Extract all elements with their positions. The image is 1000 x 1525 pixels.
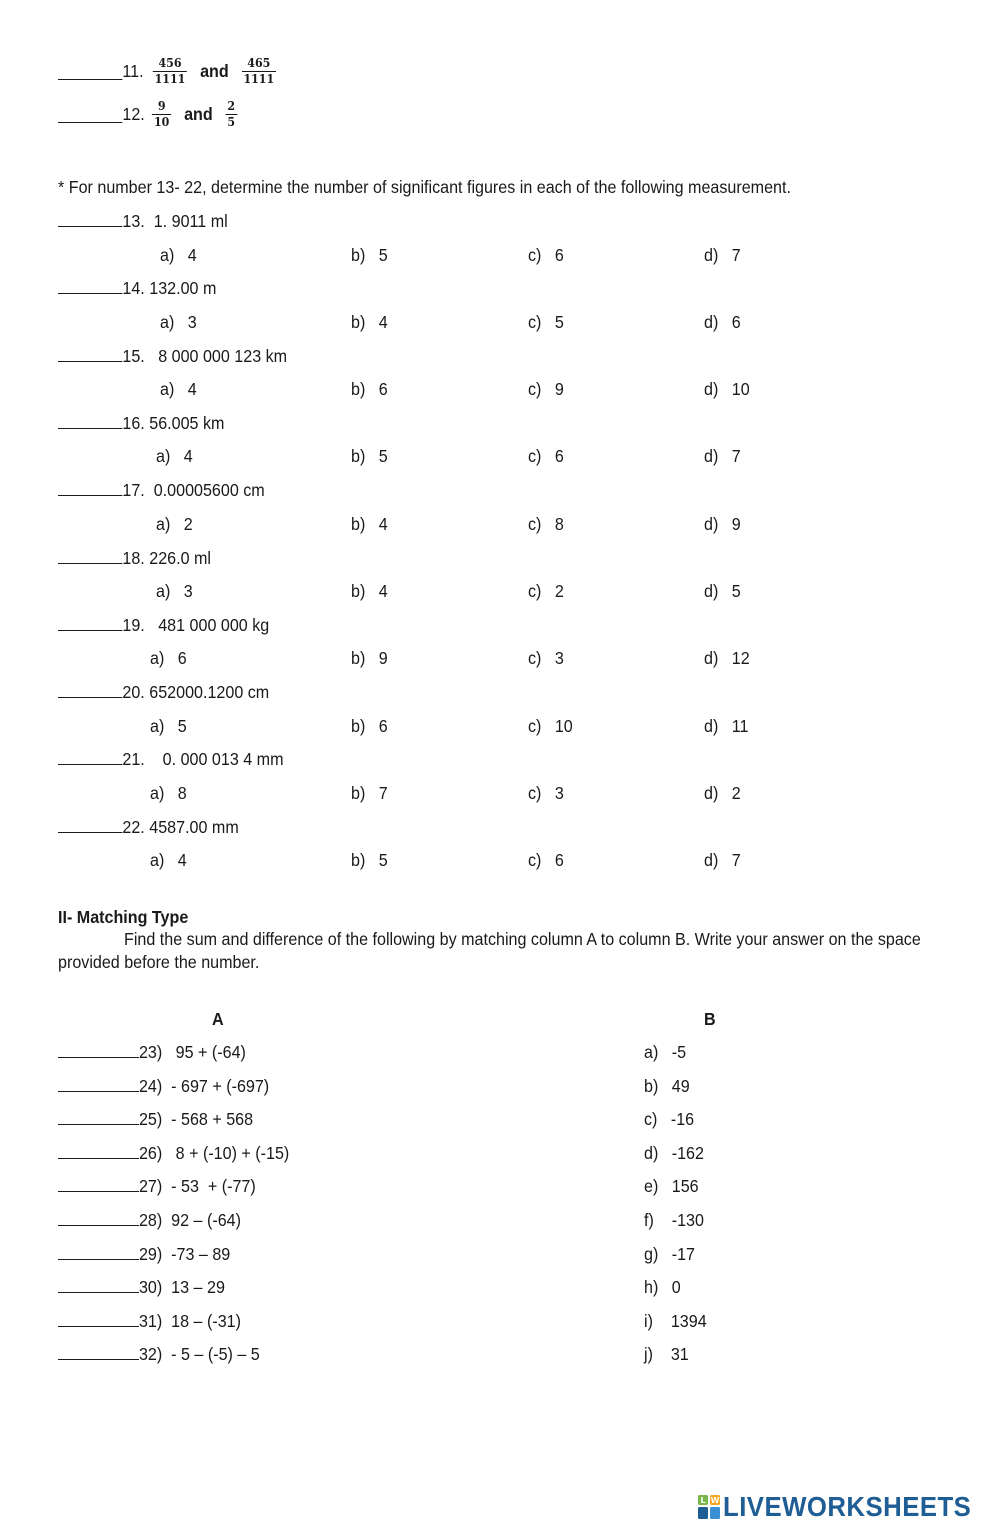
question-label: 19. 481 000 000 kg [122, 614, 270, 635]
answer-blank-32[interactable] [58, 1343, 139, 1360]
answer-blank-20[interactable] [58, 681, 122, 698]
choice-a-q13[interactable]: a) 4 [160, 244, 197, 265]
sig-fig-question-18 [58, 547, 211, 569]
choice-b-q20[interactable]: b) 6 [351, 715, 388, 736]
matching-expression: 25) - 568 + 568 [138, 1109, 254, 1130]
matching-answer-h: h) 0 [644, 1277, 681, 1298]
answer-blank-27[interactable] [58, 1175, 139, 1192]
choice-b-q18[interactable]: b) 4 [351, 581, 388, 601]
choice-b-q15[interactable]: b) 6 [351, 379, 388, 400]
question-label: 13. 1. 9011 ml [122, 211, 228, 231]
answer-blank-25[interactable] [58, 1108, 139, 1125]
svg-text:L: L [700, 1496, 706, 1505]
liveworksheets-logo-icon [697, 1494, 721, 1520]
matching-item-24 [58, 1075, 269, 1097]
matching-answer-a: a) -5 [644, 1042, 687, 1062]
choice-b-q16[interactable]: b) 5 [351, 446, 388, 467]
sig-fig-question-14 [58, 277, 216, 299]
choice-d-q14[interactable]: d) 6 [704, 311, 741, 332]
question-label: 21. 0. 000 013 4 mm [122, 749, 284, 770]
matching-answer-c: c) -16 [644, 1109, 695, 1130]
matching-item-27 [58, 1175, 256, 1197]
sig-fig-question-13 [58, 210, 228, 232]
answer-blank-18[interactable] [58, 547, 122, 564]
matching-item-31 [58, 1310, 241, 1332]
answer-blank-16[interactable] [58, 412, 122, 429]
choice-a-q19[interactable]: a) 6 [150, 648, 187, 669]
svg-text:W: W [710, 1496, 720, 1505]
choice-a-q15[interactable]: a) 4 [160, 379, 197, 400]
matching-answer-i: i) 1394 [644, 1310, 707, 1331]
answer-blank-23[interactable] [58, 1041, 139, 1058]
matching-expression: 24) - 697 + (-697) [138, 1075, 270, 1096]
answer-blank-17[interactable] [58, 479, 122, 496]
answer-blank-30[interactable] [58, 1276, 139, 1293]
matching-answer-e: e) 156 [644, 1176, 699, 1197]
matching-answer-g: g) -17 [644, 1243, 696, 1264]
choice-c-q17[interactable]: c) 8 [528, 513, 564, 534]
matching-item-26 [58, 1142, 289, 1164]
matching-answer-j: j) 31 [644, 1344, 689, 1365]
question-label: 16. 56.005 km [122, 412, 225, 433]
answer-blank-19[interactable] [58, 614, 122, 631]
fraction-456-1111: $\frac{456}{1111}$ [154, 55, 186, 86]
matching-expression: 28) 92 – (-64) [138, 1210, 241, 1230]
matching-instructions-line2: provided before the number. [58, 952, 260, 972]
sig-fig-question-21 [58, 748, 284, 770]
matching-expression: 23) 95 + (-64) [138, 1042, 246, 1062]
question-label: 18. 226.0 ml [122, 547, 212, 568]
answer-blank-29[interactable] [58, 1243, 139, 1260]
matching-instructions-line1: Find the sum and difference of the following by matching column A to column B. Write your answer on the space [124, 929, 921, 949]
choice-a-q17[interactable]: a) 2 [156, 513, 193, 534]
matching-item-30 [58, 1276, 225, 1298]
fraction-2-5: $\frac{2}{5}$ [227, 98, 236, 129]
choice-a-q22[interactable]: a) 4 [150, 850, 187, 871]
answer-blank-28[interactable] [58, 1209, 139, 1226]
choice-c-q22[interactable]: c) 6 [528, 850, 564, 871]
question-label: 20. 652000.1200 cm [122, 682, 270, 703]
question-label: 22. 4587.00 mm [122, 816, 239, 837]
logo-wordmark: LIVEWORKSHEETS [723, 1491, 972, 1522]
answer-blank-31[interactable] [58, 1310, 139, 1327]
matching-expression: 29) -73 – 89 [138, 1243, 231, 1264]
choice-d-q22[interactable]: d) 7 [704, 850, 741, 871]
choice-b-q14[interactable]: b) 4 [351, 311, 388, 332]
choice-c-q18[interactable]: c) 2 [528, 581, 564, 601]
answer-blank-22[interactable] [58, 816, 122, 833]
sig-fig-instructions: * For number 13- 22, determine the number of significant figures in each of the following measurement. [58, 177, 791, 197]
choice-b-q17[interactable]: b) 4 [351, 513, 388, 534]
choice-b-q13[interactable]: b) 5 [351, 244, 388, 265]
sig-fig-question-19 [58, 614, 269, 636]
question-11: 11. $\frac{456}{1111}$ and $\frac{465}{1111}$ [58, 56, 280, 86]
matching-expression: 30) 13 – 29 [138, 1277, 225, 1298]
sig-fig-question-22 [58, 816, 239, 838]
choice-a-q21[interactable]: a) 8 [150, 782, 187, 803]
choice-d-q16[interactable]: d) 7 [704, 446, 741, 467]
answer-blank-14[interactable] [58, 277, 122, 294]
liveworksheets-logo [697, 1490, 993, 1524]
choice-c-q14[interactable]: c) 5 [528, 311, 564, 332]
matching-expression: 31) 18 – (-31) [138, 1310, 241, 1331]
answer-blank-15[interactable] [58, 345, 122, 362]
matching-answer-d: d) -162 [644, 1142, 704, 1163]
matching-answer-b: b) 49 [644, 1075, 690, 1096]
choice-d-q19[interactable]: d) 12 [704, 648, 750, 669]
choice-a-q20[interactable]: a) 5 [150, 715, 187, 736]
choice-b-q19[interactable]: b) 9 [351, 648, 388, 669]
sig-fig-question-15 [58, 345, 287, 367]
sig-fig-question-20 [58, 681, 269, 703]
question-12: 12. $\frac{9}{10}$ and $\frac{2}{5}$ [58, 99, 241, 129]
sig-fig-question-16 [58, 412, 224, 434]
answer-blank-12[interactable] [58, 106, 122, 123]
column-b-header: B [704, 1009, 716, 1029]
matching-item-29 [58, 1243, 230, 1265]
matching-heading: II- Matching Type [58, 907, 189, 927]
matching-answer-f: f) -130 [644, 1210, 704, 1230]
answer-blank-13[interactable] [58, 210, 122, 227]
column-a-header: A [212, 1009, 224, 1029]
choice-c-q21[interactable]: c) 3 [528, 782, 564, 803]
question-label: 17. 0.00005600 cm [122, 480, 265, 501]
question-label: 14. 132.00 m [122, 278, 217, 299]
question-label: 15. 8 000 000 123 km [122, 345, 288, 366]
sig-fig-question-17 [58, 479, 265, 501]
fraction-9-10: $\frac{9}{10}$ [153, 98, 170, 129]
matching-expression: 32) - 5 – (-5) – 5 [138, 1344, 260, 1365]
choice-a-q16[interactable]: a) 4 [156, 446, 193, 467]
answer-blank-11[interactable] [58, 63, 122, 80]
matching-expression: 27) - 53 + (-77) [138, 1176, 256, 1197]
choice-b-q22[interactable]: b) 5 [351, 850, 388, 871]
matching-item-32 [58, 1343, 260, 1365]
choice-b-q21[interactable]: b) 7 [351, 782, 388, 803]
matching-item-25 [58, 1108, 253, 1130]
choice-c-q16[interactable]: c) 6 [528, 446, 564, 467]
choice-c-q19[interactable]: c) 3 [528, 648, 564, 669]
matching-item-28 [58, 1209, 241, 1231]
answer-blank-21[interactable] [58, 748, 122, 765]
choice-d-q20[interactable]: d) 11 [704, 715, 749, 736]
choice-d-q17[interactable]: d) 9 [704, 513, 741, 534]
answer-blank-26[interactable] [58, 1142, 139, 1159]
choice-c-q13[interactable]: c) 6 [528, 244, 564, 265]
choice-d-q15[interactable]: d) 10 [704, 379, 750, 400]
choice-d-q18[interactable]: d) 5 [704, 581, 741, 601]
choice-a-q14[interactable]: a) 3 [160, 311, 197, 332]
fraction-465-1111: $\frac{465}{1111}$ [243, 55, 275, 86]
choice-c-q15[interactable]: c) 9 [528, 379, 564, 400]
choice-d-q13[interactable]: d) 7 [704, 244, 741, 265]
matching-item-23 [58, 1041, 246, 1063]
choice-a-q18[interactable]: a) 3 [156, 581, 193, 601]
choice-c-q20[interactable]: c) 10 [528, 715, 573, 736]
matching-expression: 26) 8 + (-10) + (-15) [138, 1142, 290, 1163]
choice-d-q21[interactable]: d) 2 [704, 782, 741, 803]
answer-blank-24[interactable] [58, 1075, 139, 1092]
